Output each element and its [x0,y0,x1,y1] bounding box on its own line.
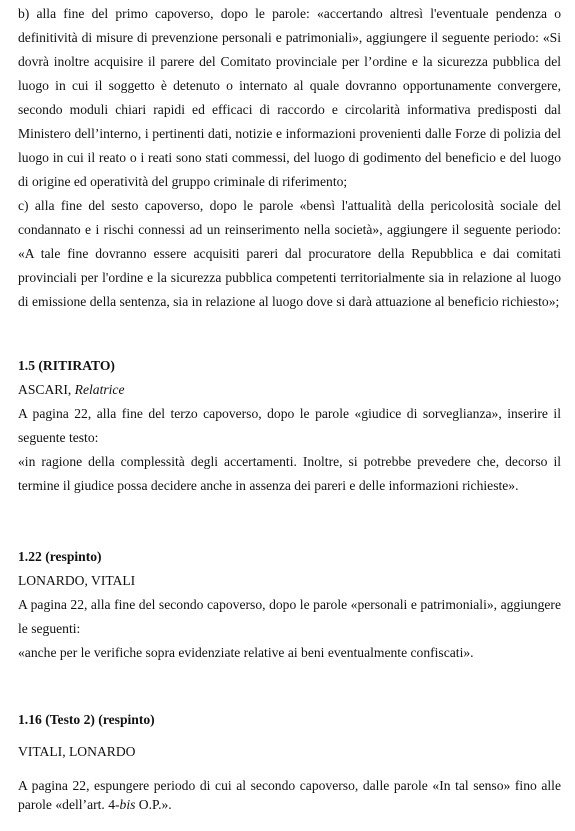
amendment-heading: 1.5 (RITIRATO) [18,358,115,373]
instruction-text: A pagina 22, espungere periodo di cui al secondo capoverso, dalle parole «In tal senso» fino alle parole «dell’art. 4- [18,778,561,812]
amendment-quote: «anche per le verifiche sopra evidenziate relative ai beni eventualmente confiscati». [18,645,474,660]
amendment-heading: 1.16 (Testo 2) (respinto) [18,712,155,727]
author-role: Relatrice [74,382,125,397]
intro-section [18,2,561,314]
amendment-authors: VITALI, LONARDO [18,744,136,759]
amendment-instruction: A pagina 22, alla fine del secondo capoverso, dopo le parole «personali e patrimoniali», aggiungere le seguenti: [18,597,561,636]
amendment-instruction [18,776,561,814]
amendment-1-16 [18,708,561,814]
amendment-instruction: A pagina 22, alla fine del terzo capoverso, dopo le parole «giudice di sorveglianza», inserire il seguente testo: [18,406,561,445]
amendment-1-5 [18,354,561,498]
amendment-heading: 1.22 (respinto) [18,549,102,564]
paragraph-c: c) alla fine del sesto capoverso, dopo le parole «bensì l'attualità della pericolosità sociale del condannato e i rischi connessi ad un reinserimento nella società», aggiungere il seguente periodo: «A tale fine dovranno essere acquisiti pareri dal procuratore della Repubblica e dai comitati provinciali per l'ordine e la sicurezza pubblica competenti territorialmente sia in relazione al luogo di emissione della sentenza, sia in relazione al luogo dove si darà attuazione al beneficio richiesto»; [18,198,561,309]
instruction-text-end: O.P.». [135,797,172,812]
instruction-italic: bis [119,797,136,812]
amendment-authors [18,378,561,402]
paragraph-b: b) alla fine del primo capoverso, dopo le parole: «accertando altresì l'eventuale pendenza o definitività di misure di prevenzione personali e patrimoniali», aggiungere il seguente periodo: «Si dovrà inoltre acquisire il parere del Comitato provinciale per l’ordine e la sicurezza pubblica del luogo in cui il soggetto è detenuto o internato al quale dovranno opportunamente convergere, secondo moduli chiari rapidi ed efficaci di raccordo e circolarità informativa predisposti dal Ministero dell’interno, i pertinenti dati, notizie e informazioni provenienti dalle Forze di polizia del luogo in cui il reato o i reati sono stati commessi, del luogo di godimento del beneficio e del luogo di origine ed operatività del gruppo criminale di riferimento; [18,6,561,189]
amendment-quote: «in ragione della complessità degli accertamenti. Inoltre, si potrebbe prevedere che, decorso il termine il giudice possa decidere anche in assenza dei pareri e delle informazioni richieste». [18,454,561,493]
author-name: ASCARI, [18,382,75,397]
amendment-authors: LONARDO, VITALI [18,573,136,588]
amendment-1-22 [18,545,561,665]
